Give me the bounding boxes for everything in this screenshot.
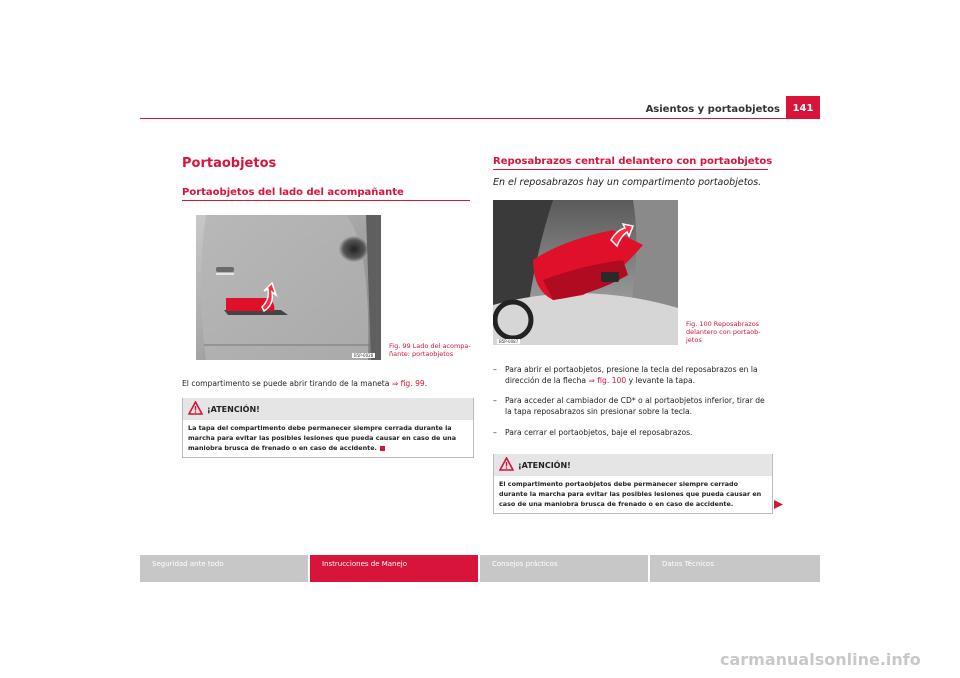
- subheading-rule-left: [182, 200, 470, 201]
- watermark: carmanualsonline.info: [720, 650, 921, 669]
- step-access-cd-changer: – Para acceder al cambiador de CD* o al portaobjetos inferior, tirar de la tapa reposabrazos sin presionar sobre la tecla.: [493, 396, 765, 416]
- subheading-armrest: Reposabrazos central delantero con portaobjetos: [493, 156, 773, 167]
- figure-caption-100: Fig. 100 Reposabrazos delantero con portaob- jetos: [686, 320, 761, 344]
- warning-triangle-icon: [188, 401, 203, 415]
- next-page-arrow-icon[interactable]: [774, 500, 783, 509]
- step-open-armrest: – Para abrir el portaobjetos, presione la tecla del reposabrazos en la dirección de la flecha ⇒ fig. 100 y levante la tapa.: [493, 365, 758, 385]
- figure-code: B5P-0028: [354, 353, 374, 358]
- footer-tab-seguridad[interactable]: Seguridad ante todo: [140, 555, 308, 582]
- warning-box-armrest: [493, 454, 773, 514]
- figure-reference-link[interactable]: ⇒ fig. 99: [391, 379, 425, 388]
- subheading-rule-right: [493, 169, 768, 170]
- glovebox-paragraph: El compartimento se puede abrir tirando de la maneta ⇒ fig. 99.: [182, 379, 428, 388]
- main-heading: Portaobjetos: [182, 156, 277, 171]
- glovebox-photo: [196, 215, 381, 360]
- end-of-section-mark: [380, 446, 385, 451]
- footer-tab-consejos[interactable]: Consejos prácticos: [480, 555, 648, 582]
- figure-code: B5P-0087: [499, 339, 519, 344]
- warning-title: ¡ATENCIÓN!: [518, 461, 571, 470]
- warning-triangle-icon: [499, 457, 514, 471]
- header-rule: [140, 118, 820, 119]
- warning-header: [494, 454, 772, 476]
- step-close-armrest: – Para cerrar el portaobjetos, baje el reposabrazos.: [493, 428, 693, 437]
- warning-text: La tapa del compartimento debe permanecer siempre cerrada durante la marcha para evitar las posibles lesiones que pueda causar en caso de una maniobra brusca de frenado o en caso de accidente.: [188, 424, 457, 452]
- warning-title: ¡ATENCIÓN!: [207, 405, 260, 414]
- page-number: 141: [786, 96, 820, 118]
- footer-tab-instrucciones[interactable]: Instrucciones de Manejo: [310, 555, 478, 582]
- armrest-intro: En el reposabrazos hay un compartimento portaobjetos.: [493, 177, 762, 188]
- warning-box-glovebox: [182, 398, 474, 458]
- figure-caption-99: Fig. 99 Lado del acompa- ñante: portaobjetos: [389, 342, 471, 358]
- figure-reference-link[interactable]: ⇒ fig. 100: [588, 376, 627, 385]
- footer-tab-datos[interactable]: Datos Técnicos: [650, 555, 820, 582]
- armrest-photo: [493, 200, 678, 345]
- subheading-passenger-glovebox: Portaobjetos del lado del acompañante: [182, 187, 404, 198]
- running-header-title: Asientos y portaobjetos: [645, 104, 780, 115]
- warning-header: [183, 398, 473, 420]
- warning-text: El compartimento portaobjetos debe permanecer siempre cerrado durante la marcha para evitar las posibles lesiones que pueda causar en caso de una maniobra brusca de frenado o en caso de accidente.: [499, 480, 762, 508]
